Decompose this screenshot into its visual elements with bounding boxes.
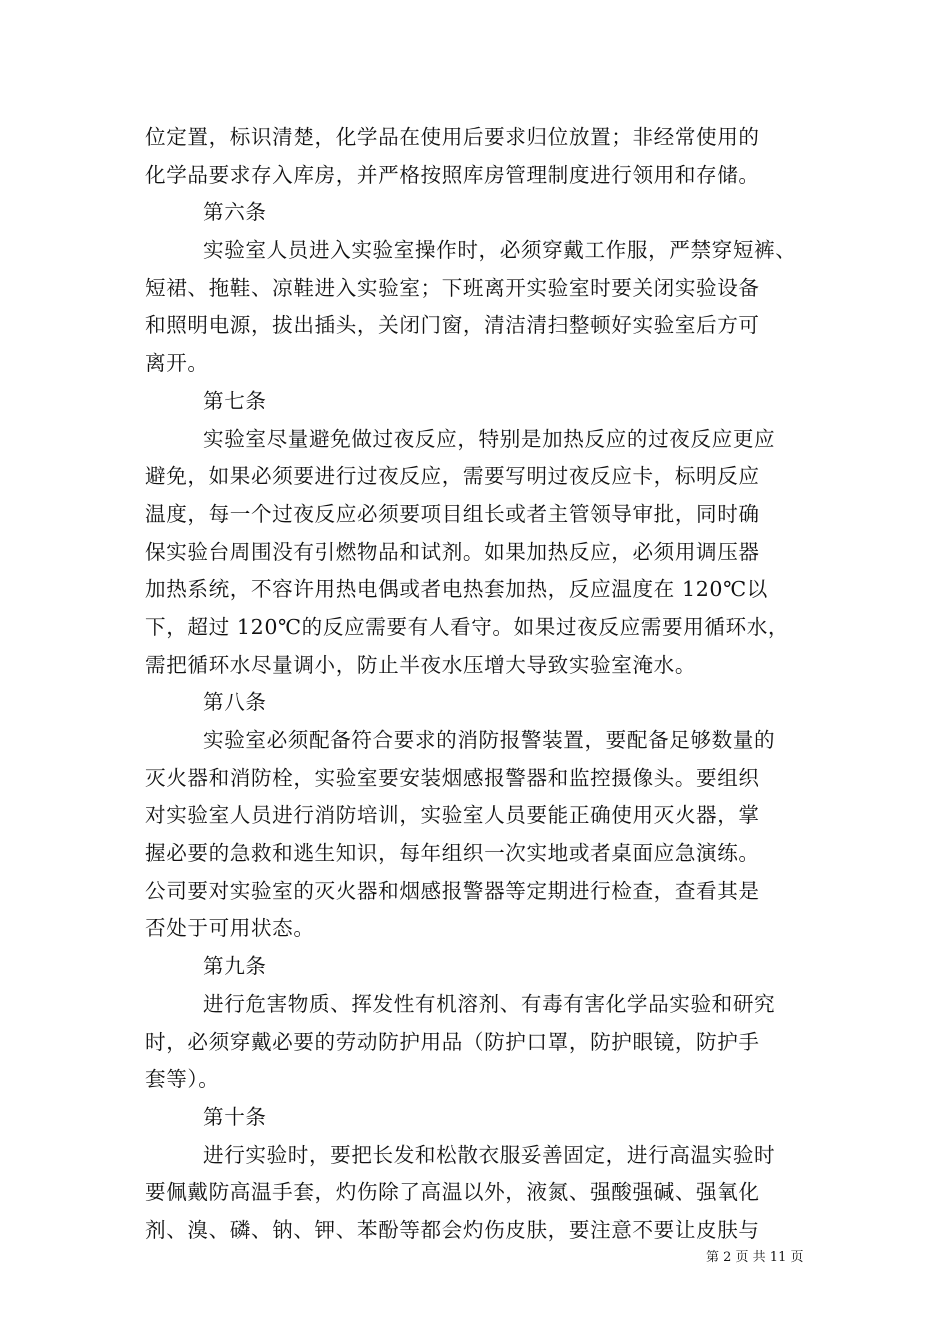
document-body bbox=[145, 119, 815, 1250]
text-line: 需把循环水尽量调小，防止半夜水压增大导致实验室淹水。 bbox=[145, 652, 697, 677]
text-line: 第六条 bbox=[203, 200, 267, 225]
text-line: 加热系统，不容许用热电偶或者电热套加热，反应温度在 120℃以 bbox=[145, 577, 768, 602]
text-line: 剂、溴、磷、钠、钾、苯酚等都会灼伤皮肤，要注意不要让皮肤与 bbox=[145, 1217, 760, 1242]
text-line: 灭火器和消防栓，实验室要安装烟感报警器和监控摄像头。要组织 bbox=[145, 765, 760, 790]
page-footer: 第 2 页 共 11 页 bbox=[706, 1250, 804, 1265]
text-line: 温度，每一个过夜反应必须要项目组长或者主管领导审批，同时确 bbox=[145, 501, 760, 526]
text-line: 否处于可用状态。 bbox=[145, 916, 315, 941]
text-line: 要佩戴防高温手套，灼伤除了高温以外，液氮、强酸强碱、强氧化 bbox=[145, 1180, 760, 1205]
text-line: 公司要对实验室的灭火器和烟感报警器等定期进行检查，查看其是 bbox=[145, 878, 760, 903]
text-line: 时，必须穿戴必要的劳动防护用品（防护口罩，防护眼镜，防护手 bbox=[145, 1029, 760, 1054]
text-line: 下，超过 120℃的反应需要有人看守。如果过夜反应需要用循环水， bbox=[145, 614, 790, 639]
text-line: 实验室必须配备符合要求的消防报警装置，要配备足够数量的 bbox=[203, 728, 776, 752]
text-line: 化学品要求存入库房，并严格按照库房管理制度进行领用和存储。 bbox=[145, 162, 760, 187]
text-line: 第十条 bbox=[203, 1104, 267, 1129]
text-line: 第九条 bbox=[203, 954, 267, 979]
text-line: 进行危害物质、挥发性有机溶剂、有毒有害化学品实验和研究 bbox=[203, 991, 776, 1016]
text-line: 和照明电源，拔出插头，关闭门窗，清洁清扫整顿好实验室后方可 bbox=[145, 313, 760, 338]
text-line: 第八条 bbox=[203, 690, 267, 715]
text-line: 对实验室人员进行消防培训，实验室人员要能正确使用灭火器，掌 bbox=[145, 803, 760, 828]
text-line: 实验室人员进入实验室操作时，必须穿戴工作服，严禁穿短裤、 bbox=[203, 238, 797, 263]
text-line: 保实验台周围没有引燃物品和试剂。如果加热反应，必须用调压器 bbox=[145, 539, 760, 564]
text-line: 短裙、拖鞋、凉鞋进入实验室；下班离开实验室时要关闭实验设备 bbox=[145, 275, 760, 300]
text-line: 实验室尽量避免做过夜反应，特别是加热反应的过夜反应更应 bbox=[203, 426, 776, 451]
text-line: 位定置，标识清楚，化学品在使用后要求归位放置；非经常使用的 bbox=[145, 125, 760, 149]
text-line: 离开。 bbox=[145, 351, 209, 376]
text-line: 进行实验时，要把长发和松散衣服妥善固定，进行高温实验时 bbox=[203, 1142, 776, 1167]
text-line: 套等）。 bbox=[145, 1067, 220, 1092]
text-line: 避免，如果必须要进行过夜反应，需要写明过夜反应卡，标明反应 bbox=[145, 464, 760, 489]
text-line: 握必要的急救和逃生知识，每年组织一次实地或者桌面应急演练。 bbox=[145, 841, 760, 866]
text-line: 第七条 bbox=[203, 388, 267, 413]
